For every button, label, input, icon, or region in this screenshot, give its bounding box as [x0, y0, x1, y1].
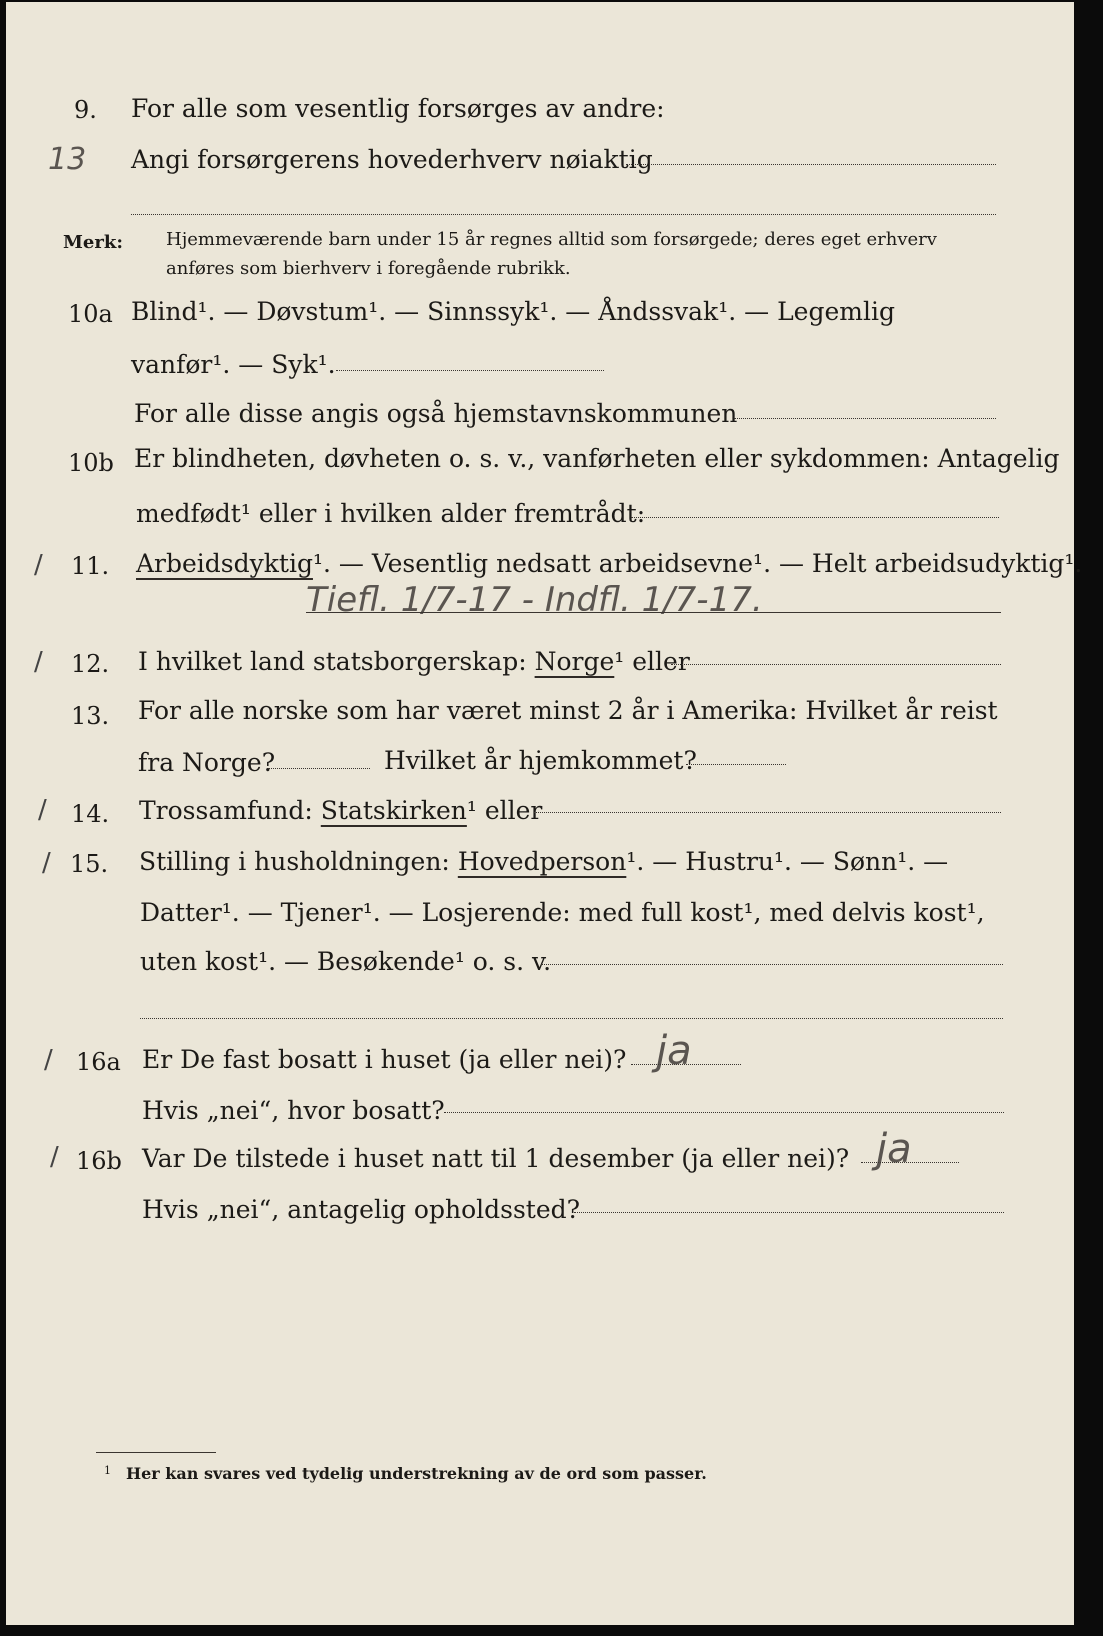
- q12-question: I hvilket land statsborgerskap:: [138, 647, 535, 676]
- q15-underlined-option: Hovedperson: [457, 847, 627, 876]
- q11-line: [136, 549, 1082, 578]
- q10a-answer-line-2: [734, 418, 996, 419]
- check-mark-q16a: /: [44, 1045, 53, 1075]
- footnote-text: Her kan svares ved tydelig understrekning av de ord som passer.: [126, 1464, 707, 1483]
- q10b-line1: Er blindheten, døvheten o. s. v., vanførheten eller sykdommen: Antagelig: [134, 444, 1060, 473]
- q16b-answer-line: [861, 1162, 959, 1163]
- q15-number: 15.: [70, 850, 109, 878]
- q10a-number: 10a: [68, 300, 113, 328]
- q16b-line2: Hvis „nei“, antagelig opholdssted?: [142, 1195, 581, 1224]
- q12-rest: ¹ eller: [614, 647, 690, 676]
- q14-rest: ¹ eller: [466, 796, 543, 825]
- q16a-answer-line-2: [444, 1112, 1004, 1113]
- q9-line2: Angi forsørgerens hovederhverv nøiaktig: [131, 145, 653, 174]
- q14-number: 14.: [71, 800, 110, 828]
- q10b-answer-line: [631, 517, 999, 518]
- q11-answer-line: [306, 612, 1001, 613]
- merk-line2: anføres som bierhverv i foregående rubrikk.: [166, 258, 571, 279]
- q10a-line2: vanfør¹. — Syk¹.: [131, 350, 336, 379]
- q11-underlined-option: Arbeidsdyktig: [136, 549, 313, 578]
- q14-question: Trossamfund:: [139, 796, 321, 825]
- q10a-line3: For alle disse angis også hjemstavnskommunen: [134, 399, 738, 428]
- q13-answer-line-1: [268, 768, 370, 769]
- q12-line: [138, 647, 690, 676]
- footnote-rule: [96, 1452, 216, 1453]
- q12-number: 12.: [71, 650, 110, 678]
- q11-number: 11.: [71, 552, 110, 580]
- q10a-line1: Blind¹. — Døvstum¹. — Sinnssyk¹. — Åndssvak¹. — Legemlig: [131, 297, 895, 326]
- q15-line3: uten kost¹. — Besøkende¹ o. s. v.: [140, 947, 552, 976]
- q15-question: Stilling i husholdningen:: [139, 847, 458, 876]
- q13-line2b: Hvilket år hjemkommet?: [384, 746, 697, 775]
- q12-answer-line: [671, 664, 1001, 665]
- q14-underlined-option: Statskirken: [320, 796, 467, 825]
- check-mark-q12: /: [34, 647, 43, 677]
- q13-number: 13.: [71, 702, 110, 730]
- q16b-handwritten-answer: ja: [876, 1126, 912, 1172]
- q15-line1: [139, 847, 948, 876]
- footnote-mark: 1: [104, 1464, 111, 1477]
- q13-line2a: fra Norge?: [138, 748, 276, 777]
- census-form-page: [6, 2, 1083, 1625]
- q16a-handwritten-answer: ja: [656, 1028, 692, 1074]
- q9-answer-line-2: [131, 214, 996, 215]
- q10b-number: 10b: [68, 449, 114, 477]
- q16b-number: 16b: [76, 1147, 122, 1175]
- merk-line1: Hjemmeværende barn under 15 år regnes alltid som forsørgede; deres eget erhverv: [166, 229, 937, 250]
- q11-handwritten-answer: Tiefl. 1/7-17 - Indfl. 1/7-17.: [306, 580, 763, 620]
- check-mark-q16b: /: [50, 1142, 59, 1172]
- q13-answer-line-2: [686, 764, 786, 765]
- q14-line: [139, 796, 542, 825]
- margin-note: 13: [48, 142, 87, 177]
- q9-answer-line: [626, 164, 996, 165]
- q13-line1: For alle norske som har været minst 2 år i Amerika: Hvilket år reist: [138, 696, 998, 725]
- q16a-number: 16a: [76, 1048, 121, 1076]
- check-mark-q14: /: [38, 795, 47, 825]
- q16a-line1: Er De fast bosatt i huset (ja eller nei)?: [142, 1045, 627, 1074]
- q16a-line2: Hvis „nei“, hvor bosatt?: [142, 1096, 445, 1125]
- q16b-answer-line-2: [574, 1212, 1004, 1213]
- q16b-line1: Var De tilstede i huset natt til 1 desember (ja eller nei)?: [142, 1144, 850, 1173]
- q10b-line2: medfødt¹ eller i hvilken alder fremtrådt:: [136, 499, 646, 528]
- q16a-answer-line: [631, 1064, 741, 1065]
- q11-rest: ¹. — Vesentlig nedsatt arbeidsevne¹. — Helt arbeidsudyktig¹.: [312, 549, 1083, 578]
- q15-rest: ¹. — Hustru¹. — Sønn¹. —: [626, 847, 949, 876]
- q15-line2: Datter¹. — Tjener¹. — Losjerende: med full kost¹, med delvis kost¹,: [140, 898, 985, 927]
- q12-underlined-option: Norge: [534, 647, 615, 676]
- q9-line1: For alle som vesentlig forsørges av andre:: [131, 94, 665, 123]
- q9-number: 9.: [74, 96, 97, 124]
- q14-answer-line: [534, 812, 1001, 813]
- check-mark-q11: /: [34, 550, 43, 580]
- q10a-answer-line: [336, 370, 604, 371]
- q15-answer-line: [541, 964, 1003, 965]
- merk-label: Merk:: [63, 232, 123, 253]
- q15-answer-line-2: [140, 1018, 1003, 1019]
- check-mark-q15: /: [42, 848, 51, 878]
